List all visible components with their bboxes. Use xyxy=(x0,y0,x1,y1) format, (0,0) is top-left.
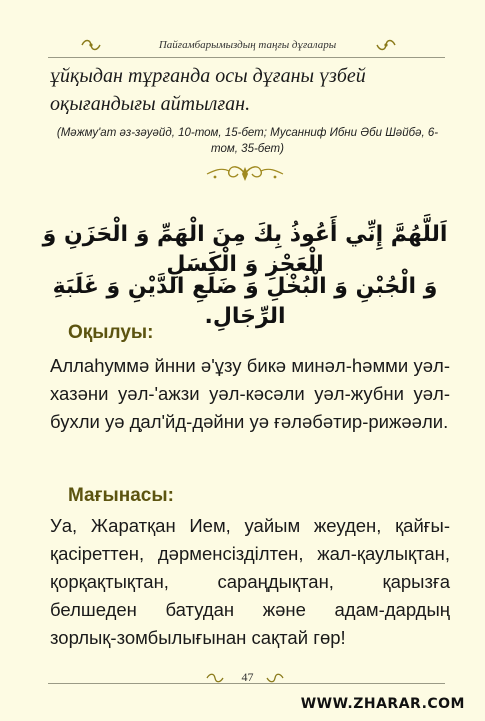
header-divider xyxy=(48,57,445,58)
reading-text: Аллаһуммә йнни ә'ұзу бикә минәл-һәмми уәл-хазәни уәл-'ажзи уәл-кәсәли уәл-жубни уәл-бухли уә д̧ал'йд-дәйни уә ғәләбәтир-рижәәли. xyxy=(50,355,450,432)
header-title: Пайғамбарымыздың таңғы дұғалары xyxy=(158,39,337,51)
citation: (Мәжму'ат әз-зәуәйд, 10-том, 15-бет; Мусанниф Ибни Әби Шәйбә, 6-том, 35-бет) xyxy=(56,127,439,155)
ornament-icon xyxy=(375,38,397,52)
page-number: 47 xyxy=(241,670,254,684)
page-footer xyxy=(50,670,445,688)
ornament-icon xyxy=(265,672,285,685)
reading-heading: Оқылуы: xyxy=(68,322,154,343)
arabic-prayer-line-1: اَللَّهُمَّ إِنِّي أَعُوذُ بِكَ مِنَ الْهَمِّ وَ الْحَزَنِ وَ الْعَجْزِ وَ الْكَسَلِ xyxy=(42,222,448,277)
intro-paragraph: ұйқыдан тұрғанда осы дұғаны үзбей оқығандығы айтылған. xyxy=(50,65,366,115)
flourish-divider-icon xyxy=(205,163,285,185)
arabic-prayer-line-2: وَ الْجُبْنِ وَ الْبُخْلِ وَ ضَلَعِ الدَّيْنِ وَ غَلَبَةِ الرِّجَالِ. xyxy=(52,274,438,329)
meaning-text: Уа, Жаратқан Ием, уайым жеуден, қайғы-қасіреттен, дәрменсізділтен, жал-қаулықтан, қорқақтықтан, сараңдықтан, қарызға белшеден батудан және адам-дардың зорлық-зомбылығынан сақтай гөр! xyxy=(50,515,450,648)
site-watermark: WWW.ZHARAR.COM xyxy=(300,696,465,712)
meaning-heading: Мағынасы: xyxy=(68,485,174,506)
running-header xyxy=(50,38,445,54)
